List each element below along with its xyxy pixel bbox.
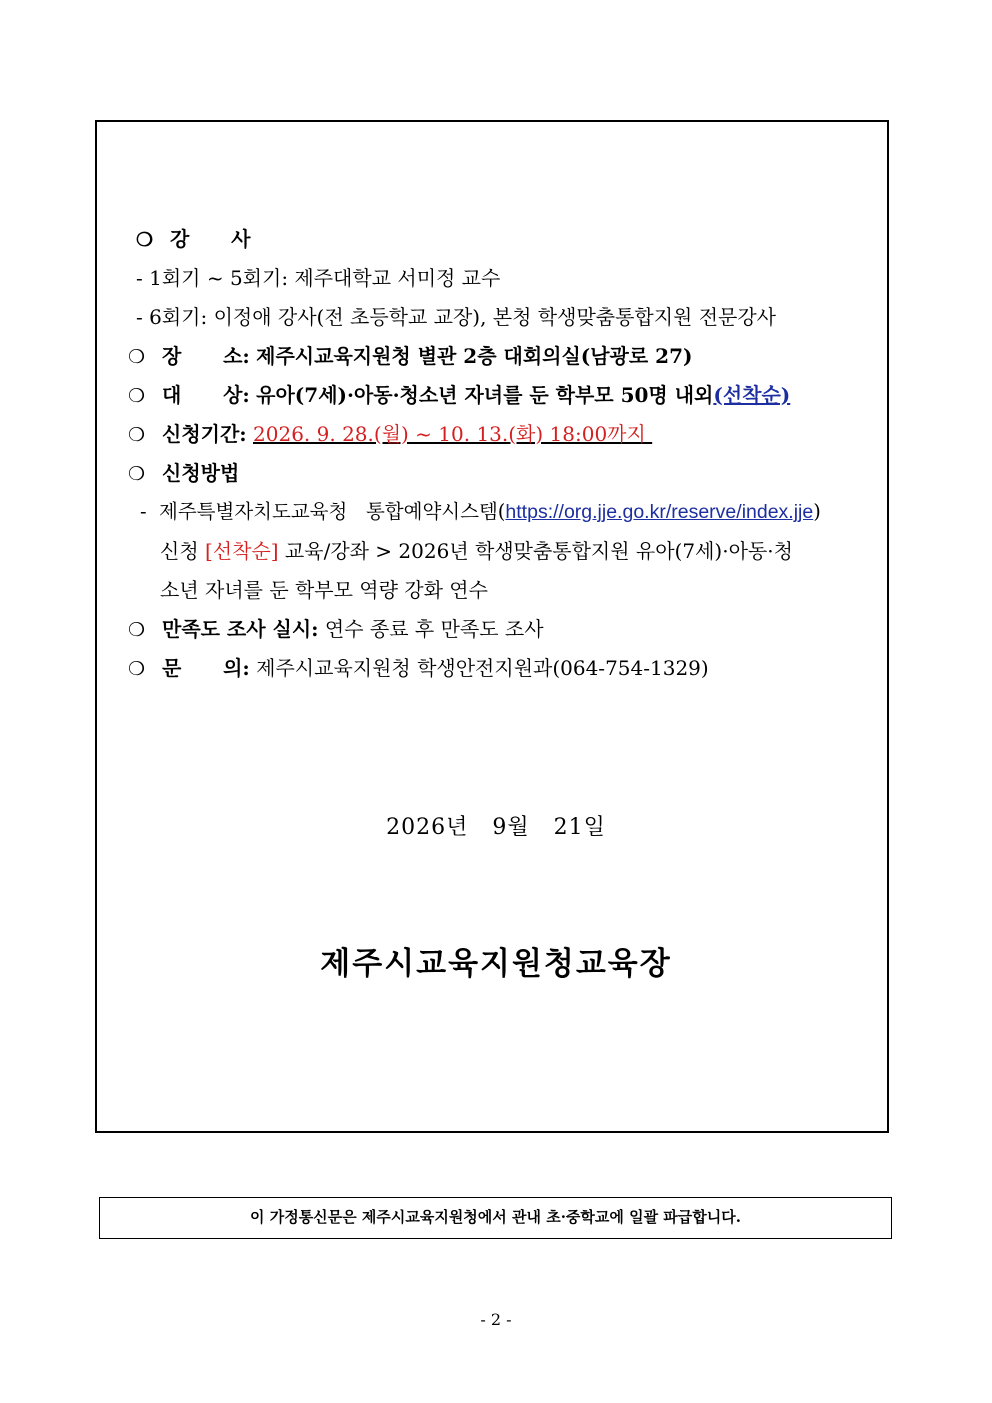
period-label: 신청기간: (162, 422, 247, 446)
method-heading (128, 459, 239, 488)
method-line-3: 소년 자녀를 둔 학부모 역량 강화 연수 (160, 578, 488, 602)
contact-row (128, 654, 709, 683)
method-label: 신청방법 (162, 461, 240, 485)
target-value: 유아(7세)·아동·청소년 자녀를 둔 학부모 50명 내외 (256, 383, 714, 407)
method-line-1 (140, 498, 821, 526)
lecturer-heading (136, 225, 250, 254)
place-value: 제주시교육지원청 별관 2층 대회의실(남광로 27) (256, 344, 693, 368)
period-row (128, 420, 652, 449)
survey-value: 연수 종료 후 만족도 조사 (324, 617, 544, 641)
method-prefix: - 제주특별자치도교육청 통합예약시스템( (140, 500, 506, 523)
circle-bullet-icon: ❍ (136, 229, 154, 251)
contact-value: 제주시교육지원청 학생안전지원과(064-754-1329) (256, 656, 709, 680)
circle-bullet-icon: ❍ (128, 463, 146, 485)
signature-title: 제주시교육지원청교육장 (320, 946, 672, 982)
survey-row (128, 615, 544, 644)
lecturer-item-2: - 6회기: 이정애 강사(전 초등학교 교장), 본청 학생맞춤통합지원 전문강사 (136, 305, 777, 329)
method-line2-prefix: 신청 (160, 539, 205, 563)
circle-bullet-icon: ❍ (128, 346, 146, 368)
page-number: - 2 - (480, 1310, 512, 1329)
target-row (128, 381, 790, 410)
lecturer-item-1: - 1회기 ~ 5회기: 제주대학교 서미정 교수 (136, 266, 501, 290)
period-value: 2026. 9. 28.(월) ~ 10. 13.(화) 18:00까지 (253, 422, 653, 446)
place-row (128, 342, 692, 371)
circle-bullet-icon: ❍ (128, 658, 146, 680)
method-line2-rest: 교육/강좌 > 2026년 학생맞춤통합지원 유아(7세)·아동·청 (278, 539, 793, 563)
method-line-2 (160, 537, 793, 565)
contact-label: 문 의: (162, 656, 250, 680)
target-label: 대 상: (162, 383, 250, 407)
issue-date: 2026년 9월 21일 (386, 815, 606, 840)
survey-label: 만족도 조사 실시: (162, 617, 319, 641)
first-come-tag: [선착순] (205, 539, 279, 563)
reservation-link[interactable]: https://org.jje.go.kr/reserve/index.jje (505, 501, 814, 523)
circle-bullet-icon: ❍ (128, 385, 146, 407)
circle-bullet-icon: ❍ (128, 619, 146, 641)
lecturer-label: 강 사 (170, 227, 251, 251)
place-label: 장 소: (162, 344, 250, 368)
method-suffix: ) (813, 500, 821, 523)
first-come-highlight: (선착순) (713, 383, 791, 407)
circle-bullet-icon: ❍ (128, 424, 146, 446)
footer-notice: 이 가정통신문은 제주시교육지원청에서 관내 초·중학교에 일괄 파급합니다. (99, 1197, 892, 1239)
